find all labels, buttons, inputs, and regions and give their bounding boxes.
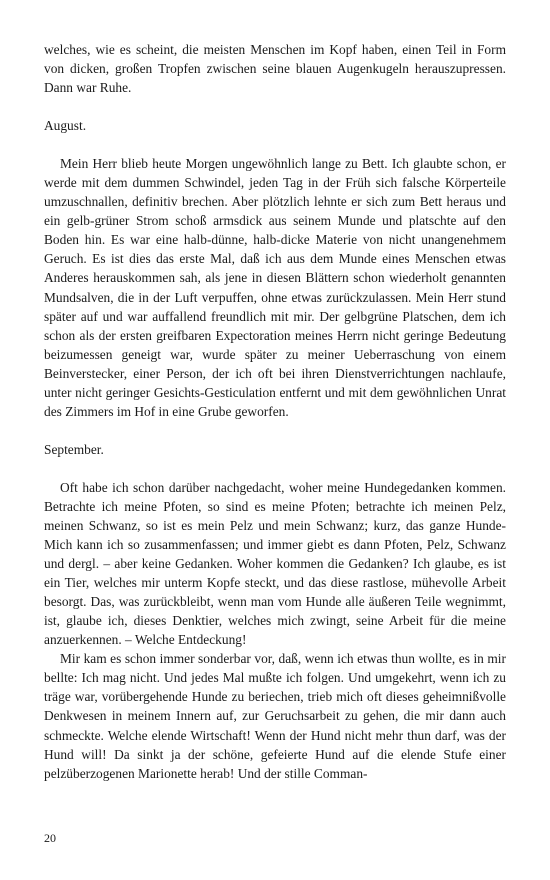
section-heading-september: September.	[44, 441, 104, 457]
paragraph: Mein Herr blieb heute Morgen ungewöhnlich lange zu Bett. Ich glaubte schon, er werde mit dem dummen Schwindel, jeden Tag in der Früh sich falsche Körperteile umzuschnallen, definitiv brechen. Aber plötzlich lehnte er sich zum Bett heraus und ein gelb-grüner Strom schoß armsdick aus seinem Munde und platschte auf den Boden hin. Es war eine halb-dünne, halb-dicke Materie von nicht unangenehmem Geruch. Es ist dies das erste Mal, daß ich aus dem Munde eines Menschen etwas Anderes herauskommen sah, als jene in diesen Blättern schon wiederholt genannten Mundsalven, die in der Luft verpuffen, ohne etwas zurückzulassen. Mein Herr stund später auf und war auffallend freundlich mit mir. Der gelbgrüne Platschen, dem ich schon als der ersten greifbaren Expectoration meines Herrn nicht geringe Bedeutung beizumessen geneigt war, wurde später zu meiner Ueberraschung von einem Beinverstecker, einer Person, der ich oft bei ihren Dienstverrichtungen nachlaufe, unter nicht geringer Gesichts-Gesticulation entfernt und mit dem gewöhnlichen Unrat des Zimmers im Hof in eine Grube geworfen.	[44, 156, 506, 419]
body-text	[44, 40, 506, 783]
page-number: 20	[44, 831, 56, 845]
paragraph: welches, wie es scheint, die meisten Menschen im Kopf haben, einen Teil in Form von dicken, großen Tropfen zwischen seine blauen Augenkugeln herauszupressen. Dann war Ruhe.	[44, 42, 506, 96]
section-heading-august: August.	[44, 118, 87, 134]
paragraph: Mir kam es schon immer sonderbar vor, daß, wenn ich etwas thun wollte, es in mir bellte: Ich mag nicht. Und jedes Mal mußte ich folgen. Und umgekehrt, wenn ich zu träge war, vorübergehende Hunde zu beriechen, trieb mich oft dieses geheimnißvolle Denkwesen in meinem Innern auf, zur Geruchsarbeit zu gehen, die mir dann auch schmeckte. Welche elende Wirtschaft! Wenn der Hund nicht mehr thun darf, was der Hund will! Da sinkt ja der schöne, gefeierte Hund auf die elende Stufe einer pelzüberzogenen Marionette herab! Und der stille Comman-	[44, 651, 506, 781]
paragraph: Oft habe ich schon darüber nachgedacht, woher meine Hundegedanken kommen. Betrachte ich meine Pfoten, so sind es meine Pfoten; betrachte ich meinen Pelz, meinen Schwanz, so ist es mein Pelz und mein Schwanz; kurz, das ganze Hunde-Mich kann ich so zusammenfassen; und immer giebt es dann Pfoten, Pelz, Schwanz und dergl. – aber keine Gedanken. Woher kommen die Gedanken? Ich glaube, es ist ein Tier, welches mir unterm Kopfe steckt, und das diese rastlose, mühevolle Arbeit besorgt. Das, was zurückbleibt, wenn man vom Hunde alle äußeren Teile wegnimmt, ist, glaube ich, dieses Denktier, welches mich zwingt, seine Arbeit für die meine anzuerkennen. – Welche Entdeckung!	[44, 479, 506, 648]
